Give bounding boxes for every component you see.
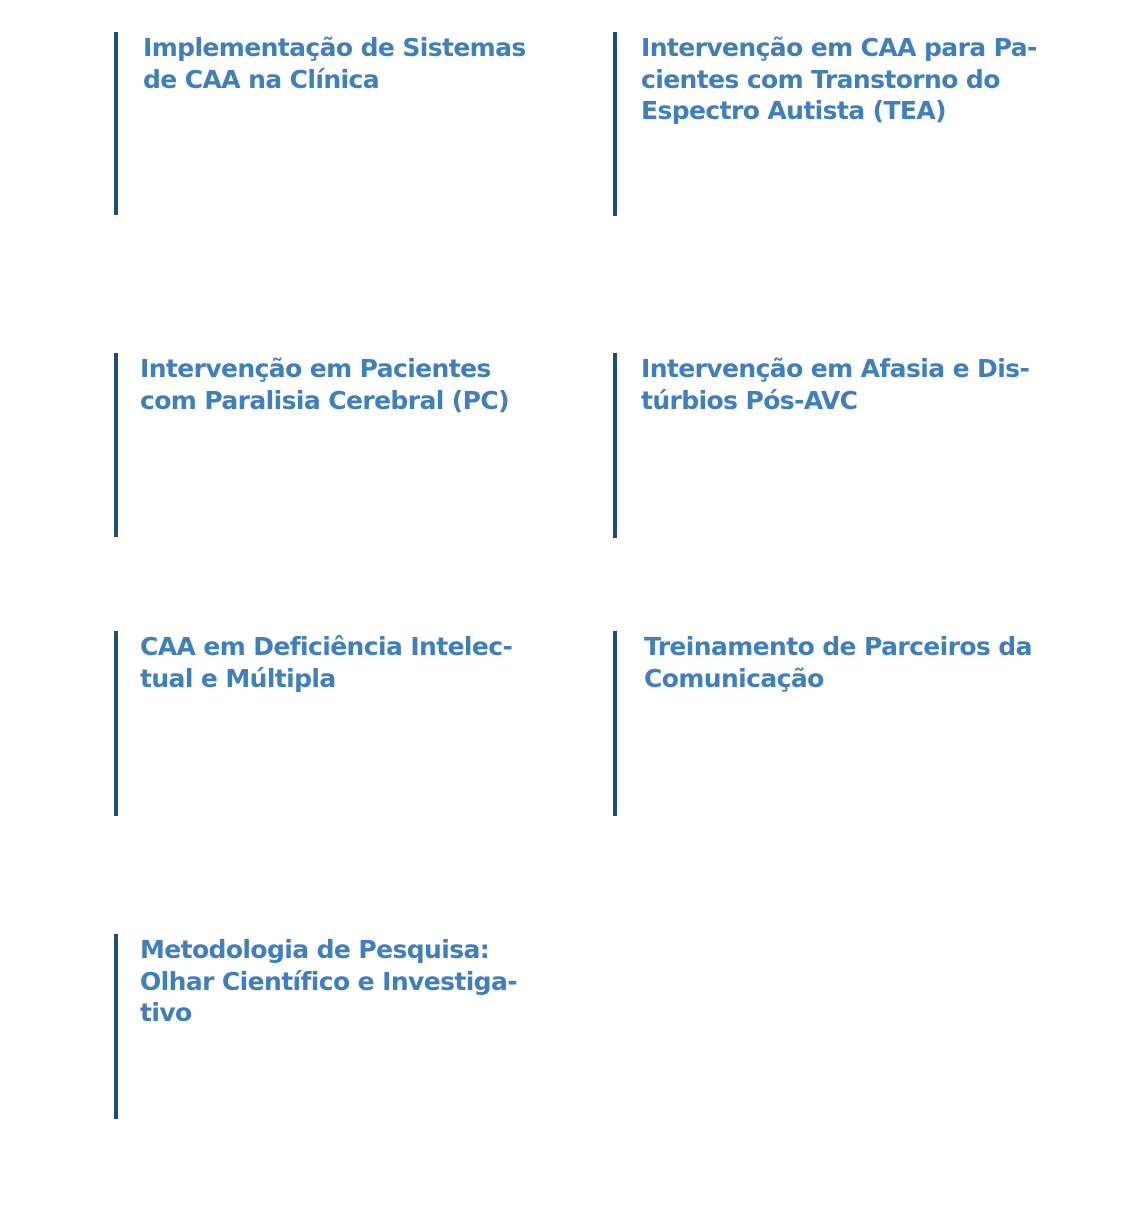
module-card-aphasia (613, 353, 1053, 538)
module-title: CAA em Deficiência Intelec- tual e Múltipla (140, 632, 513, 693)
module-card-autism (613, 32, 1053, 216)
module-card-partner-training (613, 631, 1053, 816)
module-card-intellectual-disability (114, 631, 554, 816)
module-card-cerebral-palsy (114, 353, 554, 537)
module-title: Metodologia de Pesquisa: Olhar Científico e Investiga- tivo (140, 935, 518, 1027)
module-title: Intervenção em CAA para Pa- cientes com Transtorno do Espectro Autista (TEA) (641, 33, 1037, 125)
module-title: Treinamento de Parceiros da Comunicação (644, 632, 1032, 693)
module-card-aac-clinic (114, 32, 554, 215)
module-title: Implementação de Sistemas de CAA na Clínica (143, 33, 526, 94)
module-title: Intervenção em Afasia e Dis- túrbios Pós-AVC (641, 354, 1030, 415)
module-card-research-methodology (114, 934, 554, 1119)
module-title: Intervenção em Pacientes com Paralisia Cerebral (PC) (140, 354, 509, 415)
